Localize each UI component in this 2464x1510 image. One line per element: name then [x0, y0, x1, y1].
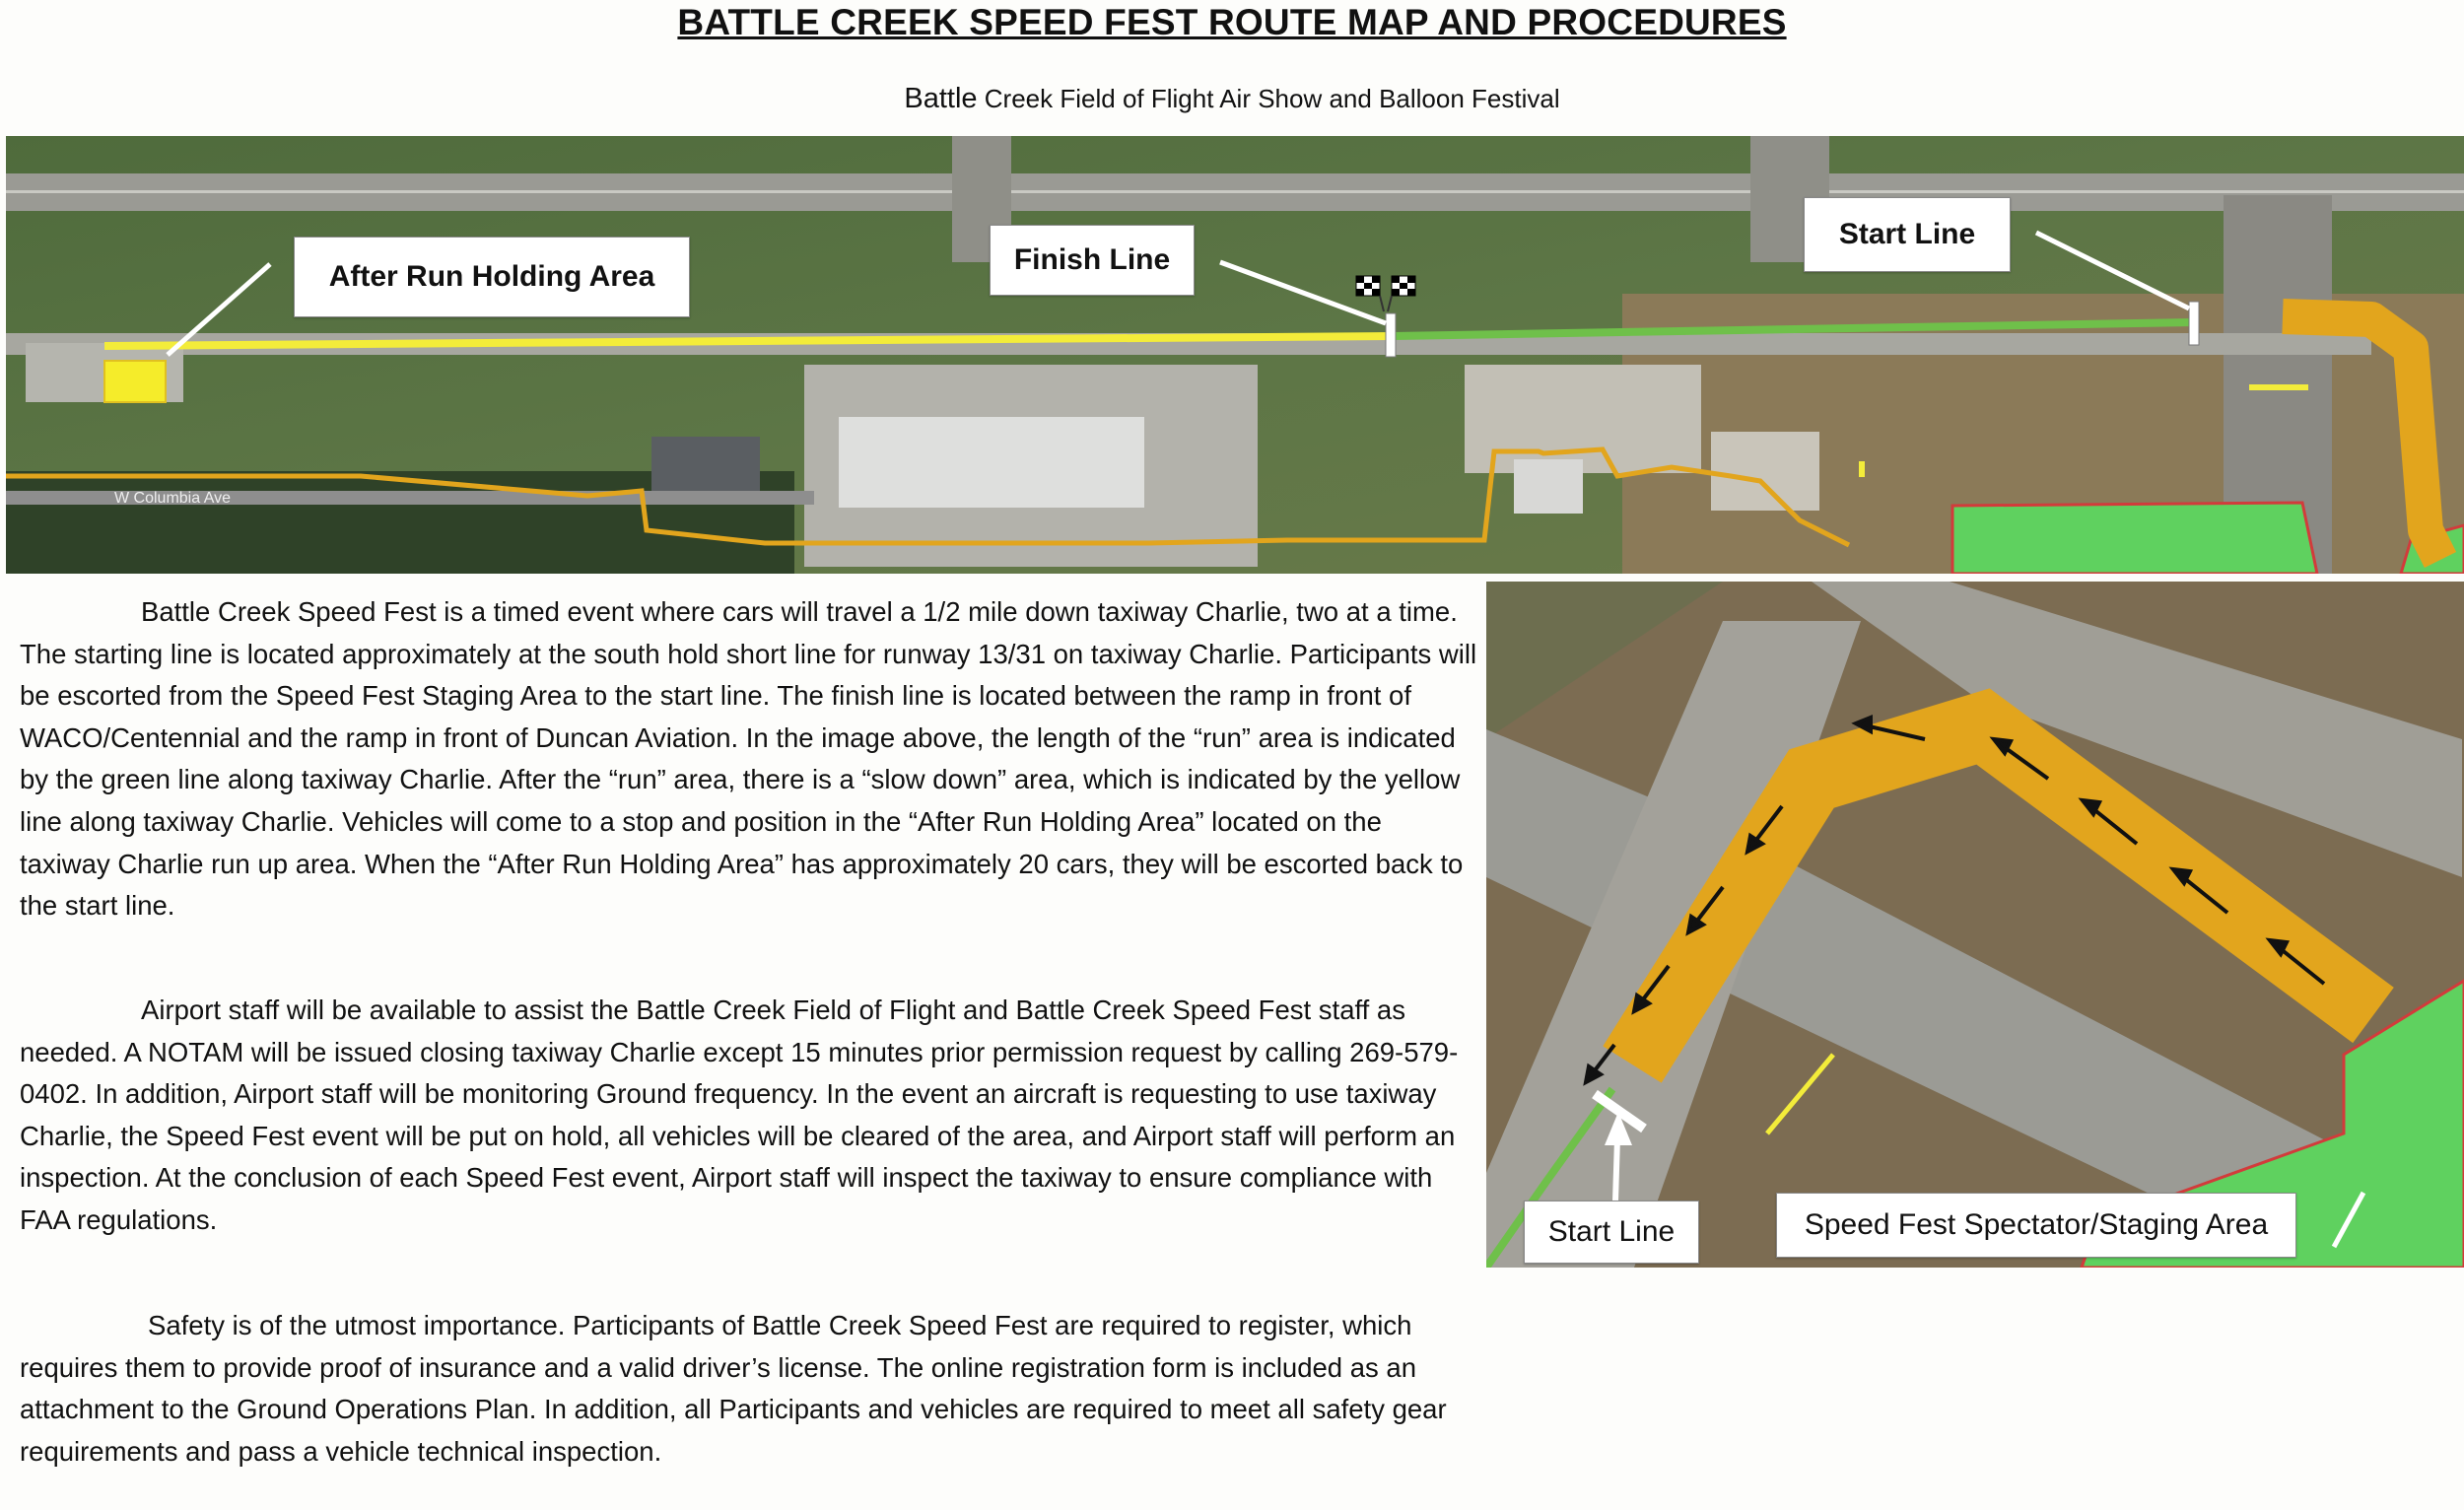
hangar-large [839, 417, 1144, 508]
start-line-marker [2189, 302, 2199, 345]
document-subtitle [0, 83, 2464, 115]
paragraph-safety [20, 1305, 1478, 1473]
hold-short-mark [2249, 384, 2308, 390]
paragraph-airport-staff-text: Airport staff will be available to assist the Battle Creek Field of Flight and Battle Creek Speed Fest staff as needed. A NOTAM will be issued closing taxiway Charlie except 15 minutes prior permission request by calling 269-579-0402. In addition, Airport staff will be monitoring Ground frequency. In the event an aircraft is requesting to use taxiway Charlie, the Speed Fest event will be put on hold, all vehicles will be cleared of the area, and Airport staff will perform an inspection. At the conclusion of each Speed Fest event, Airport staff will inspect the taxiway to ensure compliance with FAA regulations. [20, 995, 1459, 1235]
paragraph-event-description-text: Battle Creek Speed Fest is a timed event where cars will travel a 1/2 mile down taxiway Charlie, two at a time. The starting line is located approximately at the south hold short line for runway 13/31 on taxiway Charlie. Participants will be escorted from the Speed Fest Staging Area to the start line. The finish line is located between the ramp in front of WACO/Centennial and the ramp in front of Duncan Aviation. In the image above, the length of the “run” area is indicated by the green line along taxiway Charlie. After the “run” area, there is a “slow down” area, which is indicated by the yellow line along taxiway Charlie. Vehicles will come to a stop and position in the “After Run Holding Area” located on the taxiway Charlie run up area. When the “After Run Holding Area” has approximately 20 cars, they will be escorted back to the start line. [20, 596, 1477, 922]
route-overview-map [6, 136, 2464, 574]
staging-area [1952, 503, 2317, 574]
label-after-run-holding-area: After Run Holding Area [294, 237, 690, 317]
route-overview-aerial [6, 136, 2464, 574]
paragraph-safety-text: Safety is of the utmost importance. Participants of Battle Creek Speed Fest are required to register, which requires them to provide proof of insurance and a valid driver’s license. The online registration form is included as an attachment to the Ground Operations Plan. In addition, all Participants and vehicles are required to meet all safety gear requirements and pass a vehicle technical inspection. [20, 1310, 1447, 1467]
finish-line-marker [1386, 313, 1396, 357]
building-east [1711, 432, 1819, 511]
building-duncan [1514, 459, 1583, 514]
label-staging-area: Speed Fest Spectator/Staging Area [1776, 1193, 2296, 1258]
hangar-dark [651, 437, 760, 496]
subtitle-rest: Creek Field of Flight Air Show and Balloon Festival [984, 84, 1560, 113]
runway-centerline [6, 190, 2464, 193]
paragraph-airport-staff [20, 990, 1478, 1242]
document-title: BATTLE CREEK SPEED FEST ROUTE MAP AND PROCEDURES [677, 2, 1787, 42]
label-start-line: Start Line [1804, 197, 2011, 272]
paragraph-event-description [20, 591, 1478, 927]
label-detail-start-line: Start Line [1524, 1201, 1699, 1264]
start-line-detail-map [1486, 582, 2464, 1268]
ramp-duncan [1465, 365, 1701, 473]
hold-short-mark-2 [1859, 461, 1865, 477]
label-finish-line: Finish Line [990, 225, 1195, 296]
start-line-aerial [1486, 582, 2464, 1268]
after-run-holding-box [104, 361, 166, 402]
road-label: W Columbia Ave [114, 490, 231, 507]
subtitle-lead: Battle [904, 83, 978, 114]
